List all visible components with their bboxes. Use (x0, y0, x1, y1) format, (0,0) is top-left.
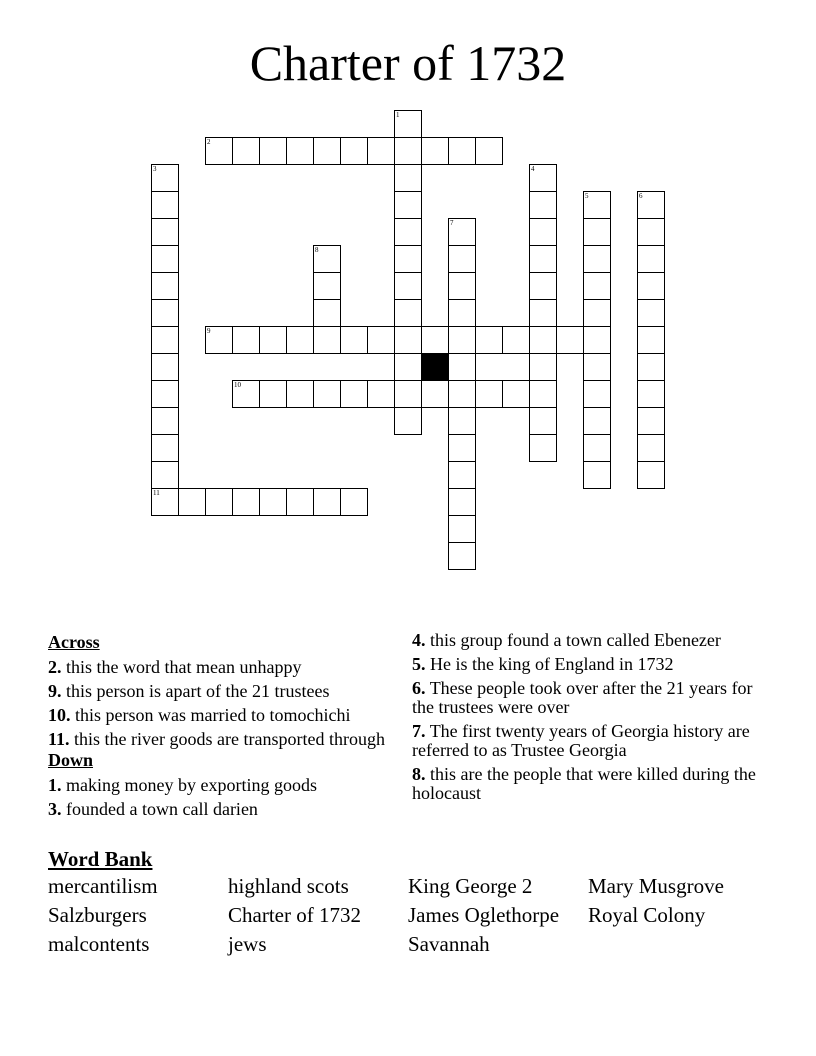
crossword-cell[interactable] (394, 164, 422, 192)
crossword-cell[interactable] (313, 326, 341, 354)
crossword-cell[interactable] (286, 380, 314, 408)
clue-number-label: 3. (48, 799, 62, 819)
clue (48, 730, 398, 749)
crossword-cell[interactable] (178, 488, 206, 516)
clue-number-label: 5. (412, 654, 426, 674)
crossword-cell[interactable] (529, 299, 557, 327)
crossword-cell[interactable] (529, 407, 557, 435)
crossword-cell[interactable] (448, 299, 476, 327)
clue (48, 682, 398, 701)
word-bank-item: Savannah (408, 932, 490, 956)
crossword-cell[interactable] (232, 137, 260, 165)
crossword-cell[interactable] (151, 218, 179, 246)
clues-column-left (48, 631, 398, 819)
crossword-cell[interactable] (259, 137, 287, 165)
crossword-cell[interactable] (151, 245, 179, 273)
down-clue-list (48, 776, 398, 819)
crossword-cell[interactable] (637, 461, 665, 489)
crossword-cell[interactable] (448, 353, 476, 381)
crossword-cell[interactable] (394, 191, 422, 219)
crossword-cell[interactable] (583, 191, 611, 219)
crossword-cell[interactable] (286, 326, 314, 354)
clue-number: 9 (207, 327, 211, 335)
crossword-cell[interactable] (421, 326, 449, 354)
clue-text: founded a town call darien (66, 799, 258, 819)
down-heading: Down (48, 750, 94, 770)
crossword-cell[interactable] (529, 164, 557, 192)
crossword-cell[interactable] (448, 326, 476, 354)
clue-number-label: 11. (48, 729, 70, 749)
clue (412, 765, 762, 803)
crossword-cell[interactable] (448, 272, 476, 300)
crossword-cell[interactable] (394, 218, 422, 246)
crossword-cell[interactable] (394, 380, 422, 408)
clue (48, 776, 398, 795)
crossword-cell[interactable] (151, 164, 179, 192)
clue-number-label: 4. (412, 630, 426, 650)
crossword-cell[interactable] (259, 488, 287, 516)
clue-text: making money by exporting goods (66, 775, 317, 795)
crossword-cell[interactable] (313, 245, 341, 273)
crossword-cell[interactable] (475, 137, 503, 165)
clue (48, 658, 398, 677)
crossword-cell[interactable] (583, 353, 611, 381)
crossword-cell[interactable] (151, 299, 179, 327)
word-bank-item: mercantilism (48, 874, 158, 898)
crossword-cell[interactable] (529, 218, 557, 246)
clue-text: this person was married to tomochichi (75, 705, 351, 725)
crossword-cell[interactable] (583, 299, 611, 327)
clue-number-label: 2. (48, 657, 62, 677)
clue-text: this person is apart of the 21 trustees (66, 681, 330, 701)
clue (48, 706, 398, 725)
crossword-cell[interactable] (286, 137, 314, 165)
clue-number: 5 (585, 192, 589, 200)
crossword-cell[interactable] (529, 326, 557, 354)
crossword-cell[interactable] (259, 380, 287, 408)
crossword-cell[interactable] (448, 380, 476, 408)
crossword-cell[interactable] (583, 218, 611, 246)
crossword-cell[interactable] (259, 326, 287, 354)
crossword-cell[interactable] (313, 299, 341, 327)
word-bank-item: Royal Colony (588, 903, 706, 927)
crossword-cell[interactable] (475, 326, 503, 354)
clue-text: this group found a town called Ebenezer (430, 630, 721, 650)
crossword-block (421, 353, 449, 381)
crossword-cell[interactable] (637, 245, 665, 273)
crossword-cell[interactable] (583, 272, 611, 300)
clue-number-label: 10. (48, 705, 71, 725)
crossword-cell[interactable] (583, 461, 611, 489)
word-bank-item: jews (228, 932, 267, 956)
crossword-cell[interactable] (205, 137, 233, 165)
crossword-cell[interactable] (205, 326, 233, 354)
crossword-cell[interactable] (448, 218, 476, 246)
crossword-cell[interactable] (151, 434, 179, 462)
crossword-cell[interactable] (529, 272, 557, 300)
crossword-cell[interactable] (151, 488, 179, 516)
clue-number: 2 (207, 138, 211, 146)
word-bank-item: Salzburgers (48, 903, 147, 927)
crossword-cell[interactable] (394, 407, 422, 435)
crossword-cell[interactable] (529, 191, 557, 219)
crossword-cell[interactable] (151, 380, 179, 408)
word-bank-item: highland scots (228, 874, 349, 898)
crossword-cell[interactable] (529, 245, 557, 273)
crossword-cell[interactable] (637, 407, 665, 435)
crossword-cell[interactable] (151, 272, 179, 300)
crossword-cell[interactable] (394, 137, 422, 165)
crossword-cell[interactable] (502, 380, 530, 408)
clue-number: 4 (531, 165, 535, 173)
clue-number: 11 (153, 489, 160, 497)
crossword-cell[interactable] (529, 380, 557, 408)
clue-text: this are the people that were killed during the holocaust (412, 764, 756, 803)
crossword-cell[interactable] (151, 191, 179, 219)
crossword-cell[interactable] (637, 299, 665, 327)
crossword-cell[interactable] (394, 272, 422, 300)
clue-text: The first twenty years of Georgia history are referred to as Trustee Georgia (412, 721, 750, 760)
crossword-cell[interactable] (475, 380, 503, 408)
crossword-cell[interactable] (583, 407, 611, 435)
crossword-cell[interactable] (367, 326, 395, 354)
crossword-cell[interactable] (448, 542, 476, 570)
word-bank-item: Charter of 1732 (228, 903, 361, 927)
clue-number: 7 (450, 219, 454, 227)
crossword-cell[interactable] (637, 434, 665, 462)
clue-number-label: 6. (412, 678, 426, 698)
clue-text: He is the king of England in 1732 (430, 654, 674, 674)
crossword-cell[interactable] (448, 488, 476, 516)
crossword-cell[interactable] (313, 137, 341, 165)
crossword-cell[interactable] (502, 326, 530, 354)
clue (412, 655, 762, 674)
crossword-cell[interactable] (151, 461, 179, 489)
crossword-cell[interactable] (232, 326, 260, 354)
clue (412, 631, 762, 650)
crossword-cell[interactable] (448, 245, 476, 273)
page-title: Charter of 1732 (249, 35, 567, 91)
word-bank-item: King George 2 (408, 874, 533, 898)
clue (412, 722, 762, 760)
crossword-cell[interactable] (637, 218, 665, 246)
crossword-cell[interactable] (340, 326, 368, 354)
word-bank-item: malcontents (48, 932, 150, 956)
crossword-cell[interactable] (421, 137, 449, 165)
clue-number: 8 (315, 246, 319, 254)
clue-number-label: 1. (48, 775, 62, 795)
clue-number: 10 (234, 381, 241, 389)
word-bank (48, 875, 808, 956)
clue-number-label: 9. (48, 681, 62, 701)
crossword-cell[interactable] (313, 488, 341, 516)
crossword-cell[interactable] (556, 326, 584, 354)
crossword-cell[interactable] (637, 353, 665, 381)
crossword-cell[interactable] (151, 407, 179, 435)
crossword-cell[interactable] (448, 434, 476, 462)
crossword-cell[interactable] (583, 245, 611, 273)
crossword-cell[interactable] (367, 137, 395, 165)
crossword-cell[interactable] (340, 380, 368, 408)
crossword-cell[interactable] (394, 110, 422, 138)
crossword-cell[interactable] (448, 461, 476, 489)
across-heading: Across (48, 632, 100, 652)
crossword-cell[interactable] (232, 380, 260, 408)
crossword-cell[interactable] (583, 434, 611, 462)
crossword-cell[interactable] (448, 515, 476, 543)
across-clue-list (48, 658, 398, 749)
crossword-cell[interactable] (313, 380, 341, 408)
clue-text: this the river goods are transported through (74, 729, 385, 749)
crossword-cell[interactable] (151, 353, 179, 381)
crossword-cell[interactable] (232, 488, 260, 516)
word-bank-item: Mary Musgrove (588, 874, 724, 898)
word-bank-item: James Oglethorpe (408, 903, 560, 927)
crossword-cell[interactable] (529, 434, 557, 462)
crossword-cell[interactable] (529, 353, 557, 381)
clues-column-right (412, 631, 762, 803)
crossword-cell[interactable] (340, 488, 368, 516)
clue-number-label: 8. (412, 764, 426, 784)
word-bank-title: Word Bank (48, 847, 153, 871)
clue (412, 679, 762, 717)
crossword-cell[interactable] (367, 380, 395, 408)
crossword-cell[interactable] (421, 380, 449, 408)
crossword-cell[interactable] (583, 326, 611, 354)
crossword-cell[interactable] (313, 272, 341, 300)
clue-text: These people took over after the 21 years for the trustees were over (412, 678, 753, 717)
crossword-cell[interactable] (286, 488, 314, 516)
crossword-cell[interactable] (583, 380, 611, 408)
crossword-cell[interactable] (637, 380, 665, 408)
crossword-cell[interactable] (340, 137, 368, 165)
clue-number: 6 (639, 192, 643, 200)
crossword-cell[interactable] (637, 326, 665, 354)
crossword-cell[interactable] (205, 488, 233, 516)
clue-number: 1 (396, 111, 400, 119)
crossword-cell[interactable] (637, 191, 665, 219)
clue-number: 3 (153, 165, 157, 173)
crossword-cell[interactable] (637, 272, 665, 300)
clue (48, 800, 398, 819)
crossword-cell[interactable] (448, 407, 476, 435)
crossword-cell[interactable] (394, 299, 422, 327)
clue-text: this the word that mean unhappy (66, 657, 302, 677)
crossword-cell[interactable] (151, 326, 179, 354)
crossword-cell[interactable] (394, 353, 422, 381)
clue-number-label: 7. (412, 721, 426, 741)
crossword-cell[interactable] (394, 245, 422, 273)
crossword-cell[interactable] (394, 326, 422, 354)
crossword-cell[interactable] (448, 137, 476, 165)
